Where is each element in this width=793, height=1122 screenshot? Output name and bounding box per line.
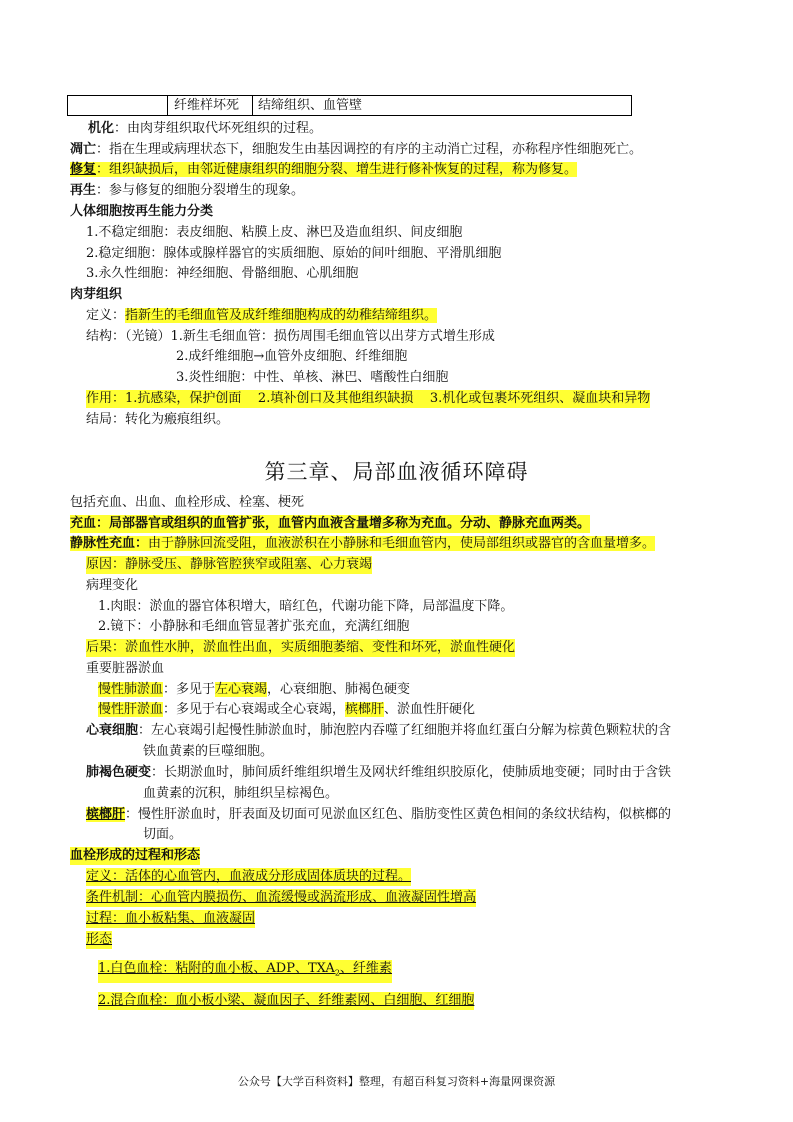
organ-heading: 重要脏器淤血 <box>86 661 165 676</box>
thrombus-process: 过程：血小板粘集、血液凝固 <box>86 911 256 926</box>
pathology-heading: 病理变化 <box>86 578 139 593</box>
includes-line: 包括充血、出血、血栓形成、栓塞、梗死 <box>70 495 305 510</box>
term-zaisheng: 再生 <box>70 183 97 198</box>
jihua-definition: 机化：由肉芽组织取代坏死组织的过程。 <box>88 121 323 136</box>
thrombus-form: 形态 <box>86 932 113 947</box>
granulation-structure: 结构：（光镜）1.新生毛细血管：损伤周围毛细血管以出芽方式增生形成 <box>86 329 495 344</box>
table-cell-type: 纤维样坏死 <box>168 96 253 115</box>
lung-congestion: 慢性肺淤血：多见于左心衰竭，心衰细胞、肺褐色硬变 <box>98 682 411 697</box>
xiufu-definition: 修复：组织缺损后，由邻近健康组织的细胞分裂、增生进行修补恢复的过程，称为修复。 <box>70 162 578 177</box>
liver-congestion: 慢性肝淤血：多见于右心衰竭或全心衰竭，槟榔肝、淤血性肝硬化 <box>98 702 476 717</box>
term-xiufu: 修复 <box>70 162 97 177</box>
granulation-function: 作用：1.抗感染，保护创面 2.填补创口及其他组织缺损 3.机化或包裹坏死组织、凝血块和异物 <box>86 391 651 406</box>
granulation-structure: 2.成纤维细胞→血管外皮细胞、纤维细胞 <box>176 349 408 364</box>
mixed-thrombus: 2.混合血栓：血小板小梁、凝血因子、纤维素网、白细胞、红细胞 <box>98 993 475 1008</box>
table-cell-empty <box>68 96 168 115</box>
list-item: 1.肉眼：淤血的器官体积增大，暗红色，代谢功能下降，局部温度下降。 <box>98 599 514 614</box>
nutmeg-liver: 槟榔肝：慢性肝淤血时，肝表面及切面可见淤血区红色、脂肪变性区黄色相间的条纹状结构，似槟榔的 <box>86 807 672 822</box>
nutmeg-liver-cont: 切面。 <box>143 827 183 842</box>
granulation-structure: 3.炎性细胞：中性、单核、淋巴、嗜酸性白细胞 <box>176 370 449 385</box>
thrombus-heading: 血栓形成的过程和形态 <box>70 848 201 863</box>
white-thrombus: 1.白色血栓：粘附的血小板、ADP、$TXA_2$、纤维素 <box>98 960 392 983</box>
term-diaowang: 凋亡 <box>70 142 97 157</box>
hyperemia-definition: 充血：局部器官或组织的血管扩张，血管内血液含量增多称为充血。分动、静脉充血两类。 <box>70 516 591 531</box>
zaisheng-definition: 再生：参与修复的细胞分裂增生的现象。 <box>70 183 305 198</box>
page-footer: 公众号【大学百科资料】整理，有超百科复习资料+海量网课资源 <box>237 1075 556 1088</box>
granulation-outcome: 结局：转化为瘢痕组织。 <box>86 412 230 427</box>
term-jihua: 机化 <box>88 121 115 136</box>
list-item: 2.稳定细胞：腺体或腺样器官的实质细胞、原始的间叶细胞、平滑肌细胞 <box>86 246 502 261</box>
venous-cause: 原因：静脉受压、静脉管腔狭窄或阻塞、心力衰竭 <box>86 557 373 572</box>
granulation-heading: 肉芽组织 <box>70 287 123 302</box>
regen-class-heading: 人体细胞按再生能力分类 <box>70 204 214 219</box>
list-item: 3.永久性细胞：神经细胞、骨骼细胞、心肌细胞 <box>86 266 359 281</box>
list-item: 2.镜下：小静脉和毛细血管显著扩张充血，充满红细胞 <box>98 619 410 634</box>
venous-result: 后果：淤血性水肿，淤血性出血，实质细胞萎缩、变性和坏死，淤血性硬化 <box>86 640 516 655</box>
brown-induration-cont: 血黄素的沉积，肺组织呈棕褐色。 <box>143 786 339 801</box>
table-row <box>67 95 632 116</box>
list-item: 1.不稳定细胞：表皮细胞、粘膜上皮、淋巴及造血组织、间皮细胞 <box>86 225 463 240</box>
heart-failure-cell-cont: 铁血黄素的巨噬细胞。 <box>143 744 274 759</box>
thrombus-conditions: 条件机制：心血管内膜损伤、血流缓慢或涡流形成、血液凝固性增高 <box>86 890 477 905</box>
brown-induration: 肺褐色硬变：长期淤血时，肺间质纤维组织增生及网状纤维组织胶原化，使肺质地变硬；同时由于含铁 <box>86 765 672 780</box>
thrombus-definition: 定义：活体的心血管内，血液成分形成固体质块的过程。 <box>86 869 412 884</box>
heart-failure-cell: 心衰细胞：左心衰竭引起慢性肺淤血时，肺泡腔内吞噬了红细胞并将血红蛋白分解为棕黄色颗粒状的含 <box>86 723 672 738</box>
chapter-title: 第三章、局部血液循环障碍 <box>264 460 529 484</box>
diaowang-definition: 凋亡：指在生理或病理状态下，细胞发生由基因调控的有序的主动消亡过程，亦称程序性细胞死亡。 <box>70 142 643 157</box>
venous-definition: 静脉性充血：由于静脉回流受阻，血液淤积在小静脉和毛细血管内，使局部组织或器官的含血量增多。 <box>70 536 656 551</box>
table-cell-tissue: 结缔组织、血管壁 <box>258 98 363 113</box>
term-venous: 静脉性充血： <box>70 536 149 551</box>
granulation-definition: 定义：指新生的毛细血管及成纤维细胞构成的幼稚结缔组织。 <box>86 308 438 323</box>
